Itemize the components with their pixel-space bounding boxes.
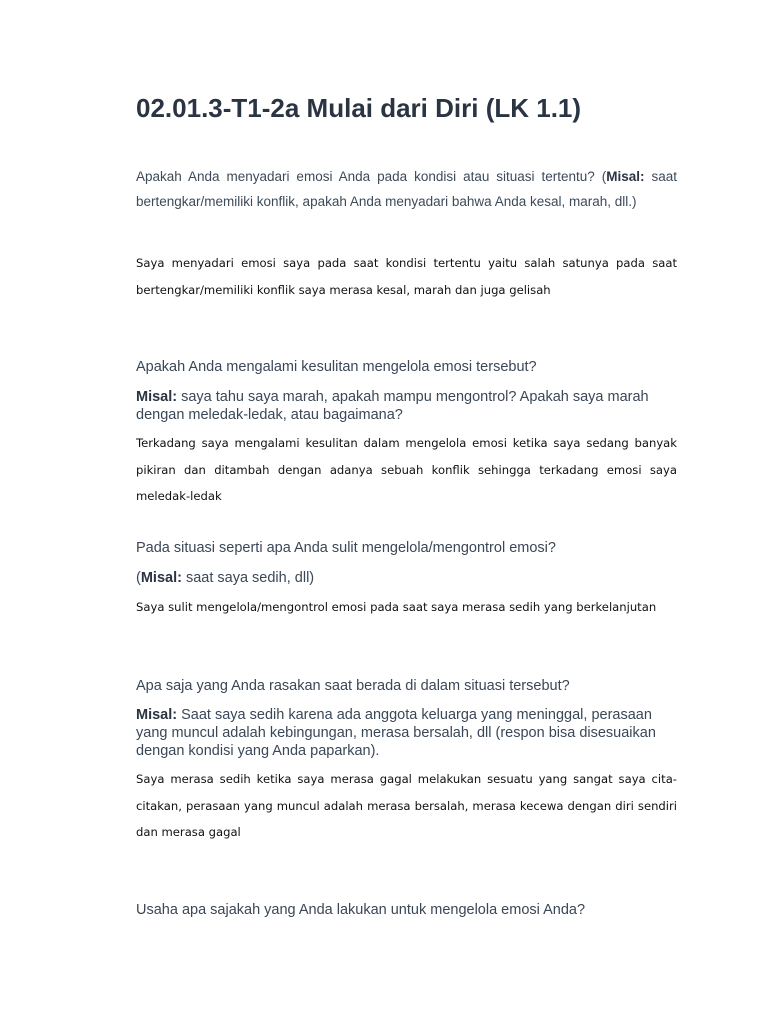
question-1 [136, 164, 677, 214]
answer-4: Saya merasa sedih ketika saya merasa gagal melakukan sesuatu yang sangat saya cita-citakan, perasaan yang muncul adalah merasa bersalah, merasa kecewa dengan diri sendiri dan merasa gagal [136, 772, 677, 839]
question-4-example: Misal: Saat saya sedih karena ada anggota keluarga yang meninggal, perasaan yang muncul adalah kebingungan, merasa bersalah, dll (respon bisa disesuaikan dengan kondisi yang Anda paparkan). [136, 707, 656, 759]
question-1-example: (Misal: saat bertengkar/memiliki konflik, apakah Anda menyadari bahwa Anda kesal, marah, dll.) [136, 169, 677, 209]
question-1-text: Apakah Anda menyadari emosi Anda pada kondisi atau situasi tertentu? [136, 169, 595, 184]
question-2: Apakah Anda mengalami kesulitan mengelola emosi tersebut? [136, 359, 537, 375]
answer-2: Terkadang saya mengalami kesulitan dalam mengelola emosi ketika saya sedang banyak pikiran dan ditambah dengan adanya sebuah konflik sehingga terkadang emosi saya meledak-ledak [136, 436, 677, 503]
answer-3: Saya sulit mengelola/mengontrol emosi pada saat saya merasa sedih yang berkelanjutan [136, 600, 657, 614]
answer-1: Saya menyadari emosi saya pada saat kondisi tertentu yaitu salah satunya pada saat bertengkar/memiliki konflik saya merasa kesal, marah dan juga gelisah [136, 256, 677, 297]
example-label: Misal: [136, 707, 178, 723]
question-3: Pada situasi seperti apa Anda sulit mengelola/mengontrol emosi? [136, 540, 556, 556]
question-3-example: (Misal: saat saya sedih, dll) [136, 570, 315, 586]
example-label: Misal: [606, 169, 645, 184]
question-2-example: Misal: saya tahu saya marah, apakah mampu mengontrol? Apakah saya marah dengan meledak-ledak, atau bagaimana? [136, 389, 649, 423]
example-label: Misal: [136, 389, 178, 405]
question-5: Usaha apa sajakah yang Anda lakukan untuk mengelola emosi Anda? [136, 902, 586, 918]
example-label: Misal: [140, 570, 182, 586]
document-title: 02.01.3-T1-2a Mulai dari Diri (LK 1.1) [136, 93, 582, 123]
question-4: Apa saja yang Anda rasakan saat berada di dalam situasi tersebut? [136, 678, 570, 694]
